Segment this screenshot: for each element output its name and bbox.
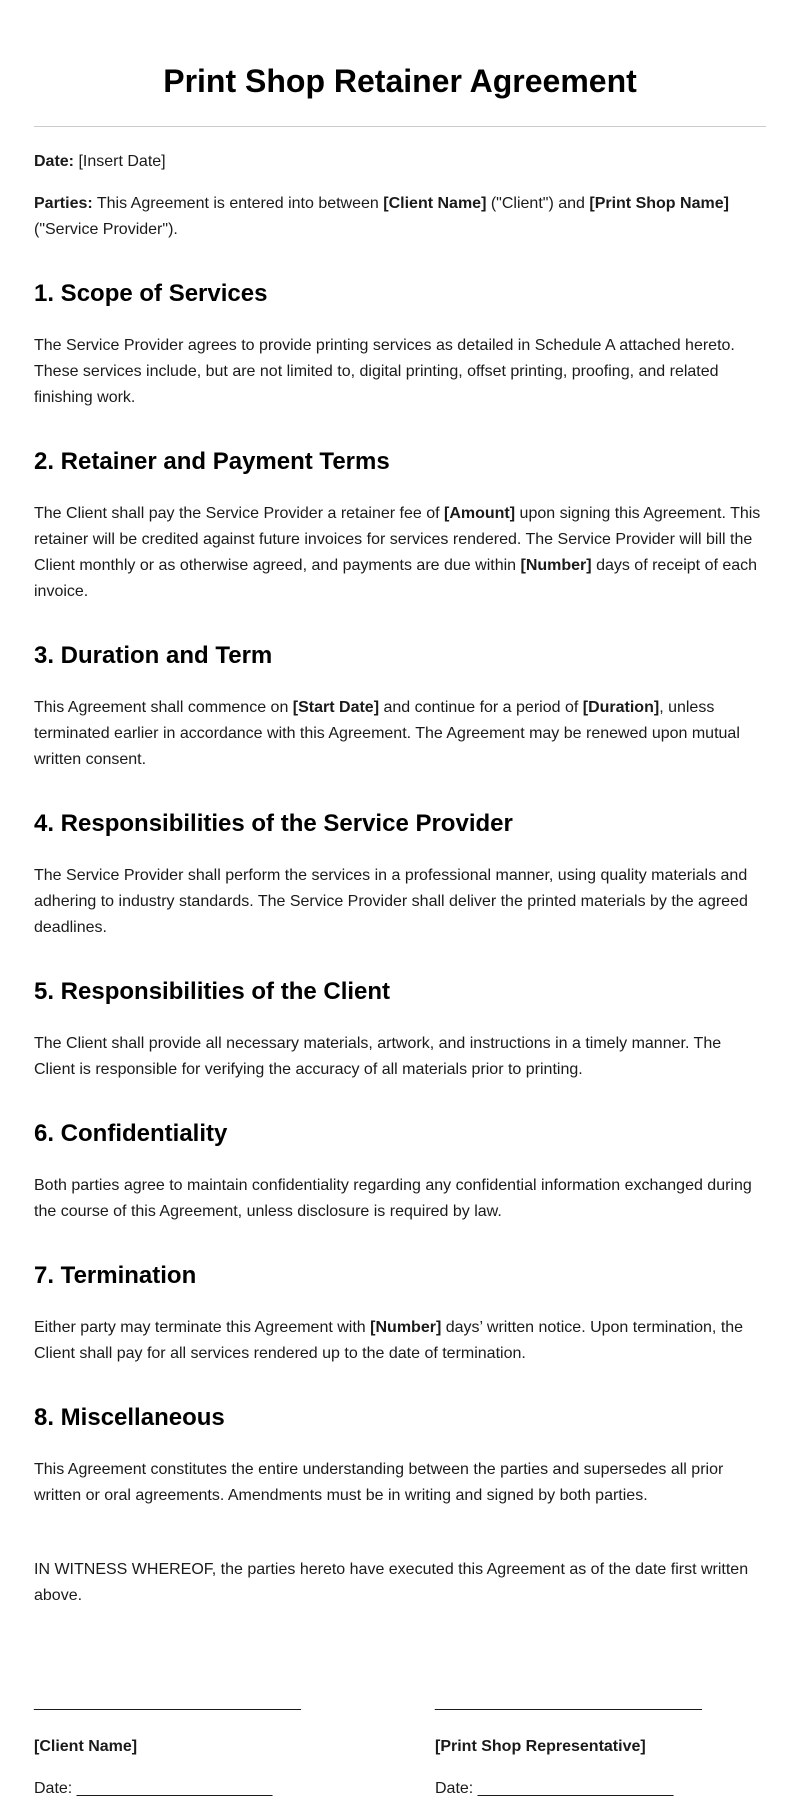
section-duration-term xyxy=(34,641,766,773)
parties-text: This Agreement is entered into between xyxy=(96,195,379,212)
section-heading: 4. Responsibilities of the Service Provider xyxy=(34,810,513,837)
section-text-part: days’ written notice. Upon termination, the Client shall pay for all services rendered up to the date of termination. xyxy=(34,1319,744,1362)
section-heading: 1. Scope of Services xyxy=(34,280,268,307)
client-date-line[interactable]: Date: ______________________ xyxy=(34,1780,273,1797)
section-text: This Agreement constitutes the entire understanding between the parties and supersedes all prior written or oral agreements. Amendments must be in writing and signed by both parties. xyxy=(34,1461,724,1504)
shop-signature-block xyxy=(435,1693,766,1799)
section-text xyxy=(34,1315,766,1367)
print-shop-name-placeholder: [Print Shop Name] xyxy=(589,195,729,212)
date-value: [Insert Date] xyxy=(78,153,166,170)
parties-label: Parties: xyxy=(34,195,93,212)
section-confidentiality xyxy=(34,1119,766,1225)
section-heading: 8. Miscellaneous xyxy=(34,1404,225,1431)
section-text-part: upon signing this Agreement. This retainer will be credited against future invoices for services rendered. The Service Provider will bill the Client monthly or as otherwise agreed, and payments are due within xyxy=(34,505,761,574)
parties-text: ("Client") and xyxy=(490,195,585,212)
start-date-placeholder: [Start Date] xyxy=(292,699,380,716)
section-text: The Service Provider shall perform the services in a professional manner, using quality materials and adhering to industry standards. The Service Provider shall deliver the printed materials by the agreed deadlines. xyxy=(34,867,748,936)
section-provider-responsibilities xyxy=(34,809,766,941)
number-placeholder: [Number] xyxy=(520,557,592,574)
duration-placeholder: [Duration] xyxy=(582,699,660,716)
shop-date-line[interactable]: Date: ______________________ xyxy=(435,1780,674,1797)
section-text-part: days of receipt of each invoice. xyxy=(34,557,758,600)
title-divider xyxy=(34,126,766,127)
witness-clause: IN WITNESS WHEREOF, the parties hereto have executed this Agreement as of the date first written above. xyxy=(34,1561,749,1604)
section-text xyxy=(34,695,766,773)
section-heading: 2. Retainer and Payment Terms xyxy=(34,448,390,475)
signature-area xyxy=(34,1693,766,1799)
client-name-placeholder: [Client Name] xyxy=(383,195,487,212)
section-text-part: Either party may terminate this Agreement with xyxy=(34,1319,366,1336)
signature-line[interactable]: ______________________________ xyxy=(34,1694,301,1711)
date-line xyxy=(34,149,766,175)
section-text xyxy=(34,501,766,605)
section-heading: 6. Confidentiality xyxy=(34,1120,228,1147)
parties-text: ("Service Provider"). xyxy=(34,221,178,238)
client-name-label: [Client Name] xyxy=(34,1738,138,1755)
section-text-part: The Client shall pay the Service Provider a retainer fee of xyxy=(34,505,440,522)
parties-paragraph xyxy=(34,191,766,243)
section-scope-of-services xyxy=(34,279,766,411)
page-title: Print Shop Retainer Agreement xyxy=(163,63,637,99)
section-client-responsibilities xyxy=(34,977,766,1083)
section-text-part: , unless terminated earlier in accordance with this Agreement. The Agreement may be renewed upon mutual written consent. xyxy=(34,699,740,768)
section-text: Both parties agree to maintain confidentiality regarding any confidential information exchanged during the course of this Agreement, unless disclosure is required by law. xyxy=(34,1177,752,1220)
section-text-part: and continue for a period of xyxy=(383,699,579,716)
number-placeholder: [Number] xyxy=(370,1319,442,1336)
section-retainer-payment xyxy=(34,447,766,605)
section-text-part: This Agreement shall commence on xyxy=(34,699,289,716)
signature-line[interactable]: ______________________________ xyxy=(435,1694,702,1711)
section-heading: 7. Termination xyxy=(34,1262,197,1289)
section-miscellaneous xyxy=(34,1403,766,1509)
section-heading: 3. Duration and Term xyxy=(34,642,273,669)
section-text: The Client shall provide all necessary materials, artwork, and instructions in a timely manner. The Client is responsible for verifying the accuracy of all materials prior to printing. xyxy=(34,1035,722,1078)
date-label: Date: xyxy=(34,153,75,170)
section-termination xyxy=(34,1261,766,1367)
section-heading: 5. Responsibilities of the Client xyxy=(34,978,391,1005)
section-text: The Service Provider agrees to provide printing services as detailed in Schedule A attached hereto. These services include, but are not limited to, digital printing, offset printing, proofing, and related finishing work. xyxy=(34,337,735,406)
shop-representative-label: [Print Shop Representative] xyxy=(435,1738,646,1755)
amount-placeholder: [Amount] xyxy=(444,505,516,522)
client-signature-block xyxy=(34,1693,365,1799)
